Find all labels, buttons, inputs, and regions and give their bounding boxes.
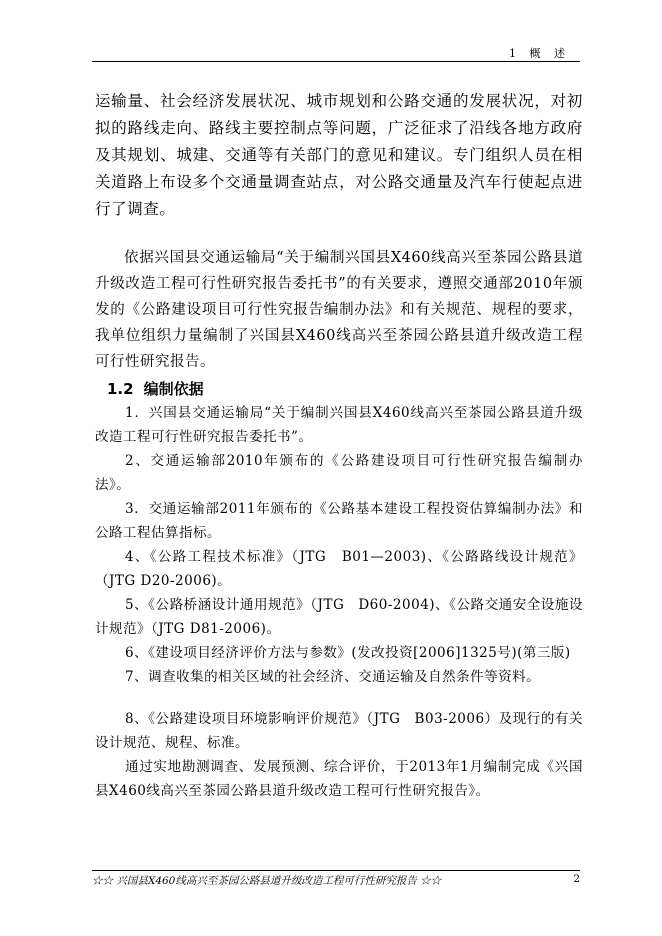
- chapter-label: 1 概 述: [509, 47, 570, 60]
- closing-paragraph: 通过实地勘测调查、发展预测、综合评价，于2013年1月编制完成《兴国县X460线高兴至茶园公路县道升级改造工程可行性研究报告》。: [95, 759, 583, 799]
- list-item: 5、《公路桥涵设计通用规范》（JTG D60-2004)、《公路交通安全设施设计规范》（JTG D81-2006)。: [95, 597, 583, 637]
- page-footer: [92, 870, 580, 887]
- paragraph-basis: 依据兴国县交通运输局“关于编制兴国县X460线高兴至茶园公路县道升级改造工程可行性研究报告委托书”的有关要求，遵照交通部2010年颁发的《公路建设项目可行性究报告编制办法》和有关规范、规程的要求，我单位组织力量编制了兴国县X460线高兴至茶园公路县道升级改造工程可行性研究报告。: [95, 250, 583, 370]
- page-header: [92, 35, 580, 62]
- section-number: 1.2: [107, 380, 134, 398]
- section-heading: [107, 377, 583, 401]
- list-item: 3．交通运输部2011年颁布的《公路基本建设工程投资估算编制办法》和公路工程估算指标。: [95, 501, 583, 541]
- list-item: 1．兴国县交通运输局“关于编制兴国县X460线高兴至茶园公路县道升级改造工程可行性研究报告委托书”。: [95, 405, 583, 445]
- section-title: 编制依据: [143, 380, 204, 398]
- list-item: 7、调查收集的相关区域的社会经济、交通运输及自然条件等资料。: [125, 669, 541, 685]
- list-item: 6、《建设项目经济评价方法与参数》(发改投资[2006]1325号)(第三版): [125, 645, 571, 661]
- list-item: 4、《公路工程技术标准》（JTG B01—2003)、《公路路线设计规范》（JTG D20-2006)。: [95, 549, 583, 589]
- footer-title: ☆☆ 兴国县X460线高兴至茶园公路县道升级改造工程可行性研究报告 ☆☆: [92, 875, 442, 887]
- list-item: 2、交通运输部2010年颁布的《公路建设项目可行性研究报告编制办法》。: [95, 453, 583, 493]
- paragraph-survey: 运输量、社会经济发展状况、城市规划和公路交通的发展状况，对初拟的路线走向、路线主要控制点等问题，广泛征求了沿线各地方政府及其规划、城建、交通等有关部门的意见和建议。专门组织人员在相关道路上布设多个交通量调查站点，对公路交通量及汽车行使起点进行了调查。: [95, 92, 583, 218]
- page-body: [95, 88, 583, 803]
- page-number: 2: [573, 873, 580, 885]
- list-item: 8、《公路建设项目环境影响评价规范》（JTG B03-2006）及现行的有关设计规范、规程、标准。: [95, 711, 583, 751]
